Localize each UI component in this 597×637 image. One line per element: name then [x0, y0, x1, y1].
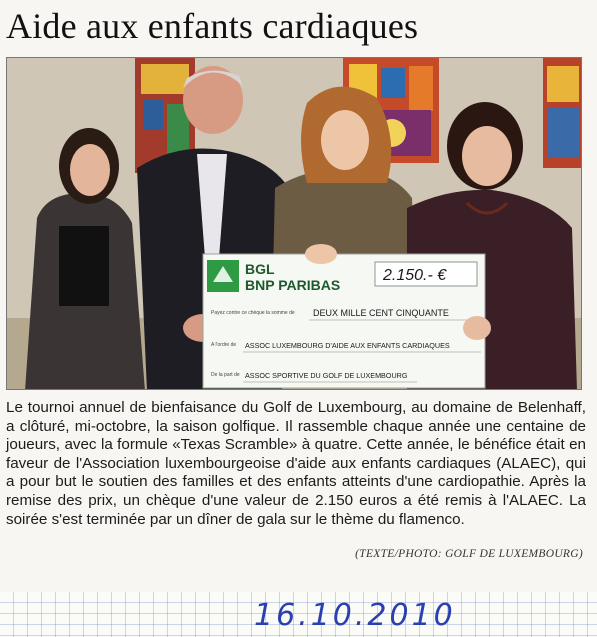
cheque-pay-label: Payez contre ce chèque la somme de: [211, 310, 295, 316]
handwritten-date: [248, 593, 488, 633]
cheque-bank-line2: BNP PARIBAS: [245, 277, 341, 293]
cheque-bank-line1: BGL: [245, 261, 275, 277]
photo-scene: [7, 58, 582, 390]
giant-cheque: [203, 244, 491, 388]
photo-credit: (TEXTE/PHOTO: GOLF DE LUXEMBOURG): [355, 548, 583, 560]
cheque-payee: ASSOC LUXEMBOURG D'AIDE AUX ENFANTS CARDIAQUES: [245, 341, 450, 350]
article-headline: Aide aux enfants cardiaques: [6, 6, 419, 46]
cheque-amount-words: DEUX MILLE CENT CINQUANTE: [313, 308, 449, 318]
cheque-order-label: A l'ordre de: [211, 342, 237, 348]
article-photo: [6, 57, 582, 390]
article-body: Le tournoi annuel de bienfaisance du Golf de Luxembourg, au domaine de Belenhaff, a clôturé, mi-octobre, la saison golfique. Il rassemble chaque année une centaine de joueurs, avec la formule «Texas Scramble» à quatre. Cette année, le bénéfice était en faveur de l'Association luxembourgeoise d'aide aux enfants cardiaques (ALAEC), qui a pour but le soutien des familles et des enfants atteints d'une cardiopathie. Après la remise des prix, un chèque d'une valeur de 2.150 euros a été remis à l'ALAEC. La soirée s'est terminée par un dîner de gala sur le thème du flamenco.: [6, 399, 586, 528]
painting-right: [543, 58, 582, 168]
handwritten-date-text: 16.10.2010: [254, 598, 456, 633]
cheque-from-label: De la part de: [211, 372, 240, 378]
cheque-payer: ASSOC SPORTIVE DU GOLF DE LUXEMBOURG: [245, 371, 408, 380]
cheque-amount: 2.150.- €: [383, 267, 447, 284]
